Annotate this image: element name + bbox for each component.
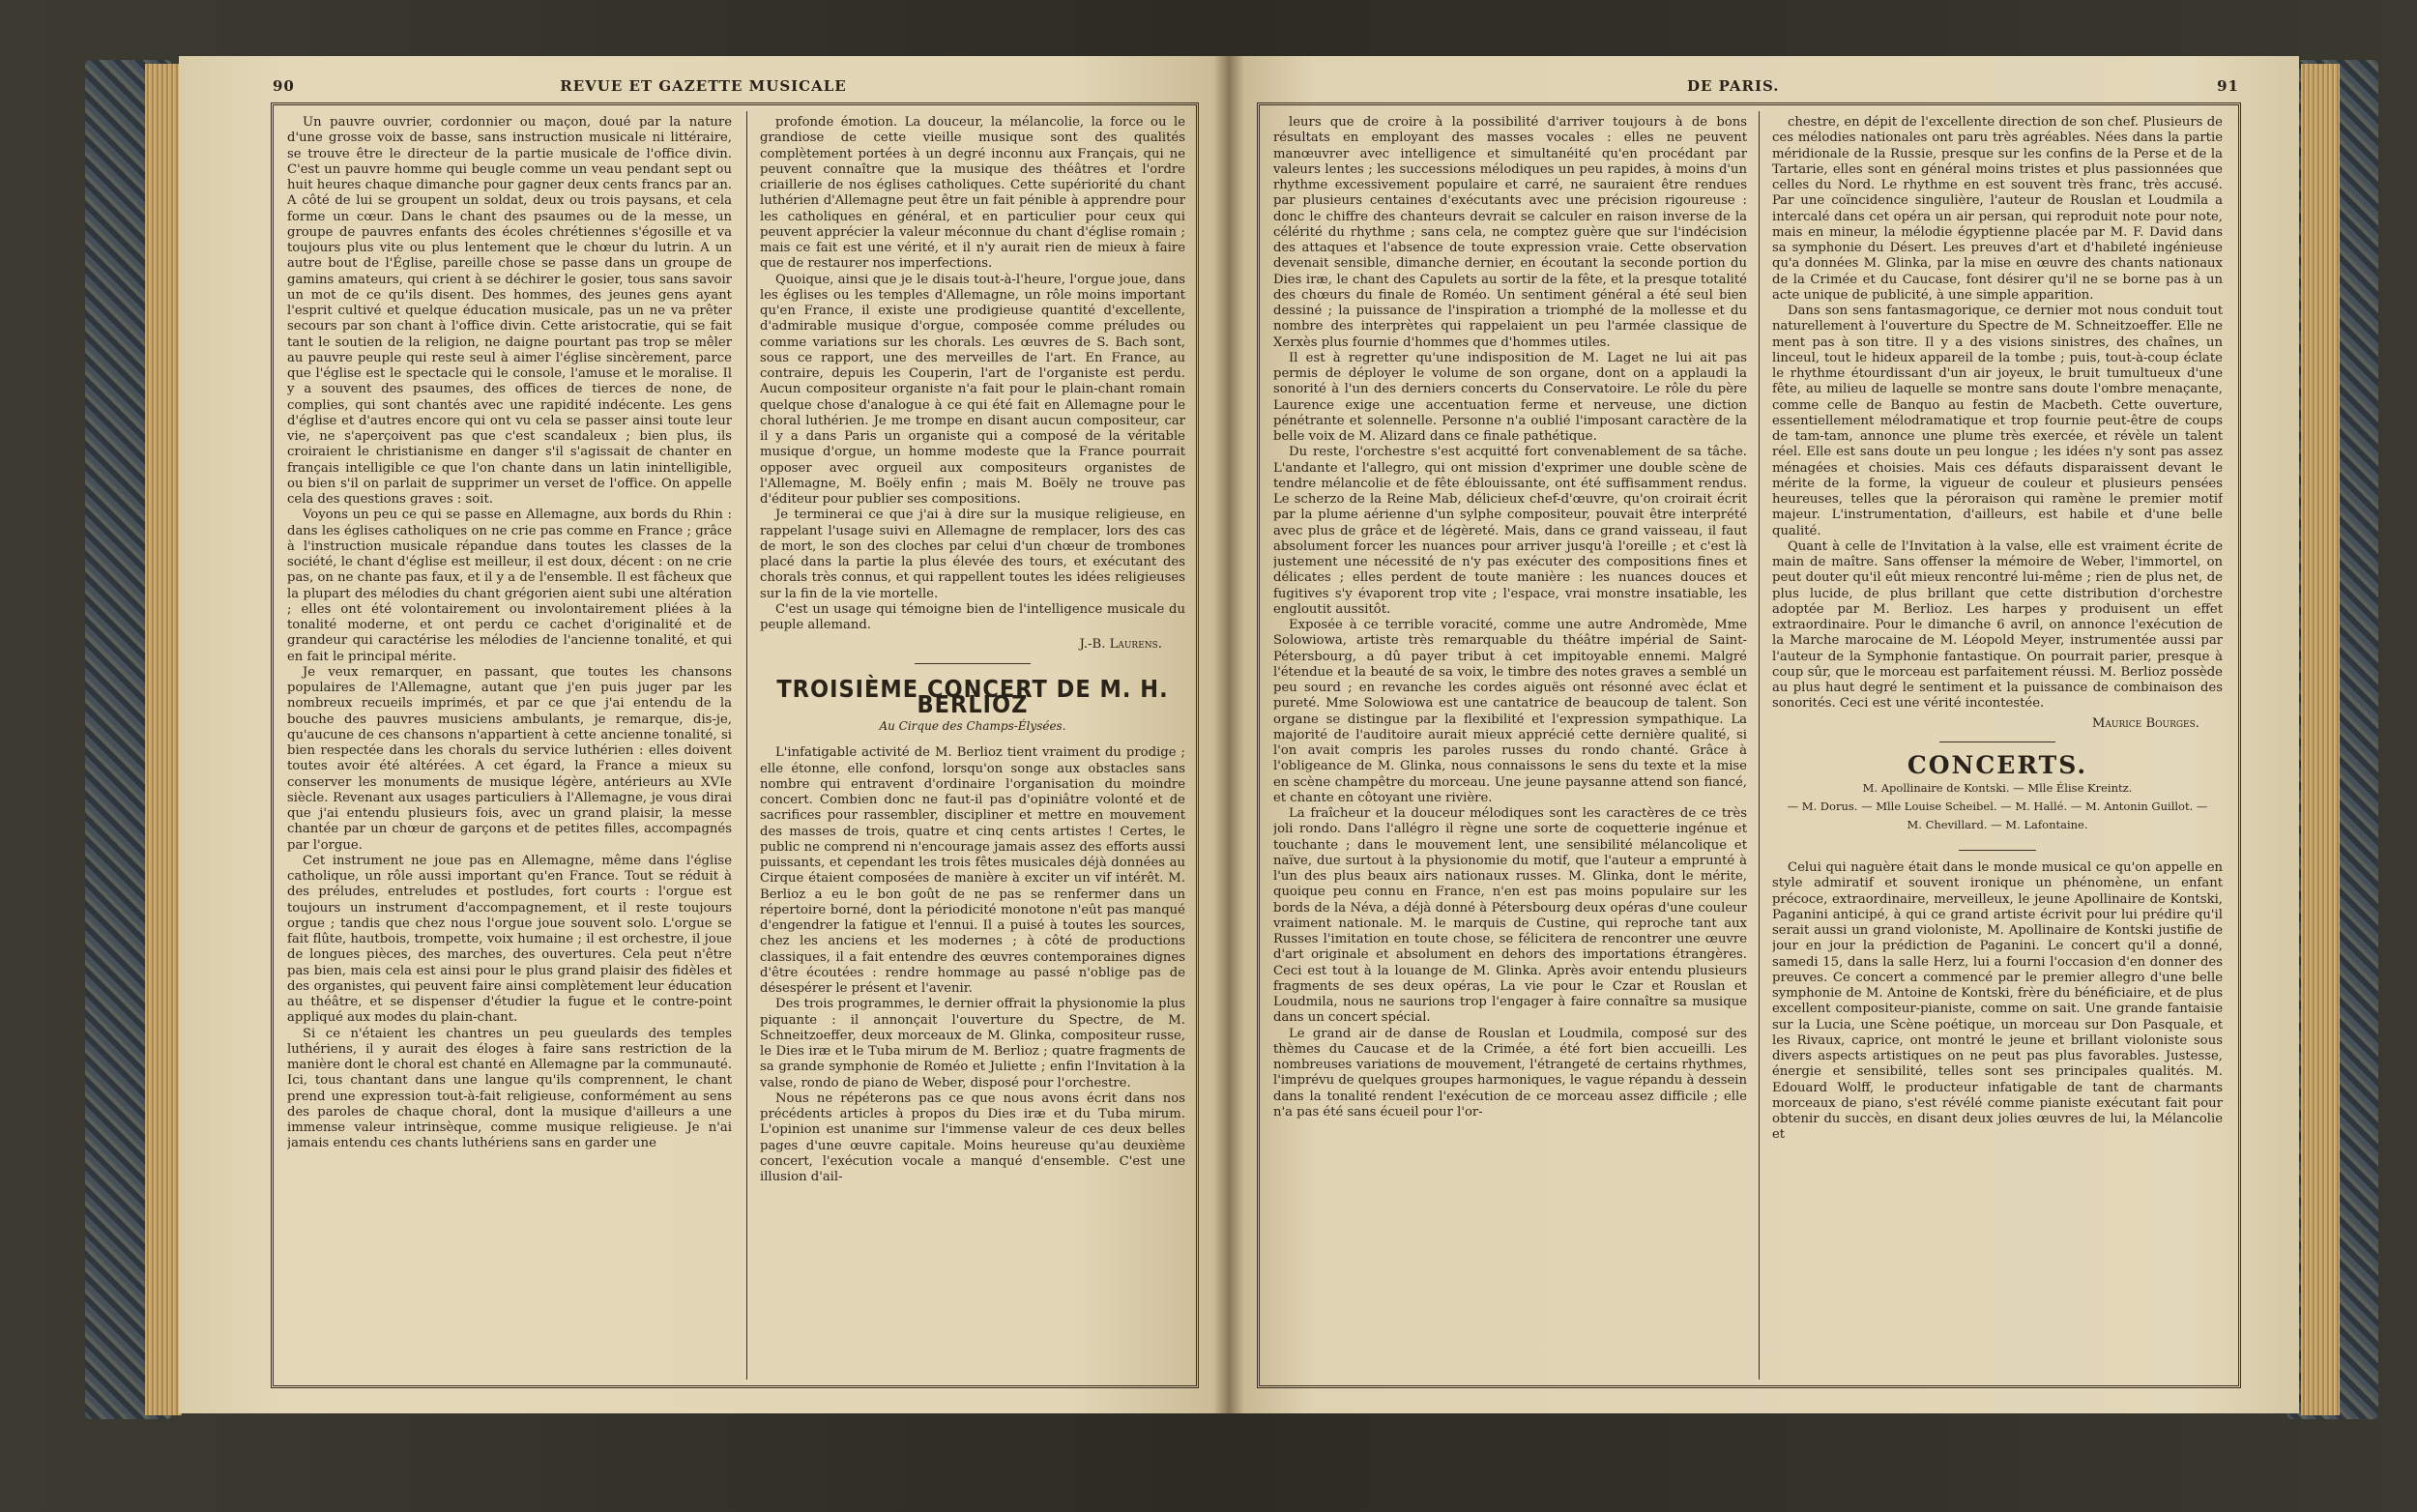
concerts-summary xyxy=(1772,779,2223,834)
concerts-summary-line: M. Apollinaire de Kontski. — Mlle Élise Kreintz. xyxy=(1862,781,2133,795)
paragraph: Des trois programmes, le dernier offrait la physionomie la plus piquante : il annonçait l'ouverture du Spectre, de M. Schneitzoeffer, deux morceaux de M. Glinka, compositeur russe, le Dies iræ et le Tuba mirum de M. Berlioz ; quatre fragments de sa grande symphonie de Roméo et Juliette ; enfin l'Invitation à la valse, rondo de piano de Weber, disposé pour l'orchestre. xyxy=(760,997,1185,1090)
article-subtitle: Au Cirque des Champs-Élysées. xyxy=(879,719,1066,733)
divider xyxy=(1959,850,2036,851)
running-header-left: REVUE ET GAZETTE MUSICALE xyxy=(560,77,847,95)
paragraph: Du reste, l'orchestre s'est acquitté fort convenablement de sa tâche. L'andante et l'allegro, qui ont mission d'exprimer une double scène de tendre mélancolie et de fête éblouissante, ont été suffisamment rendus. Le scherzo de la Reine Mab, délicieux chef-d'œuvre, qu'on croirait écrit par la plume aérienne d'un sylphe compositeur, pouvait être interprété avec plus de grâce et de légèreté. Mais, dans ce grand vaisseau, il faut absolument forcer les nuances pour arriver jusqu'à l'oreille ; et c'est là justement une nécessité de n'y pas exécuter des compositions fines et délicates ; elles perdent de toute manière : les nuances douces et fugitives s'y évaporent trop vite ; l'espace, vrai monstre insatiable, les engloutit aussitôt. xyxy=(1273,445,1747,617)
column-separator xyxy=(746,111,747,1380)
section-title-concerts: CONCERTS. xyxy=(1907,750,2088,779)
paragraph: Voyons un peu ce qui se passe en Allemagne, aux bords du Rhin : dans les églises catholiques on ne crie pas comme en France ; grâce à l'instruction musicale répandue dans toutes les classes de la société, le chant d'église est meilleur, il est doux, décent : on ne crie pas, on ne chante pas faux, et il y a de l'ensemble. Il est fâcheux que la plupart des mélodies du chant grégorien aient subi une altération ; elles ont été volontairement ou involontairement pliées à la tonalité moderne, et ont perdu ce cachet d'originalité et de grandeur qui caractérise les mélodies de l'ancienne tonalité, et qui en fait le principal mérite. xyxy=(287,508,732,664)
concerts-summary-line: M. Chevillard. — M. Lafontaine. xyxy=(1907,818,2088,831)
paragraph: Le grand air de danse de Rouslan et Loudmila, composé sur des thèmes du Caucase et de la Crimée, a été fort bien accueilli. Les nombreuses variations de mouvement, l'étrangeté de certains rhythmes, l'imprévu de quelques groupes harmoniques, le vague répandu à dessein dans la tonalité rendent l'exécution de ce morceau assez difficile ; elle n'a pas été sans écueil pour l'or- xyxy=(1273,1026,1747,1119)
paragraph: C'est un usage qui témoigne bien de l'intelligence musicale du peuple allemand. xyxy=(760,601,1185,632)
left-column-2 xyxy=(760,115,1185,1376)
paragraph: Il est à regretter qu'une indisposition de M. Laget ne lui ait pas permis de déployer le volume de son organe, dont on a applaudi la sonorité à l'un des derniers concerts du Conservatoire. Le rôle du père Laurence exige une accentuation ferme et nerveuse, une diction pénétrante et solennelle. Personne n'a oublié l'imposant caractère de la belle voix de M. Alizard dans ce finale pathétique. xyxy=(1273,350,1747,444)
paragraph: Je terminerai ce que j'ai à dire sur la musique religieuse, en rappelant l'usage suivi en Allemagne de remplacer, lors des cas de mort, le son des cloches par celui d'un chœur de trombones placé dans la partie la plus élevée des tours, et exécutant des chorals très connus, et qui rappellent toutes les idées religieuses sur la fin de la vie mortelle. xyxy=(760,508,1185,601)
paragraph: Dans son sens fantasmagorique, ce dernier mot nous conduit tout naturellement à l'ouverture du Spectre de M. Schneitzoeffer. Elle ne ment pas à son titre. Il y a des visions sinistres, des chaînes, un linceul, tout le hideux appareil de la tombe ; puis, tout-à-coup éclate le rhythme étourdissant d'un air joyeux, le bruit tumultueux d'une fête, au milieu de laquelle se montre sans doute l'ombre menaçante, comme celle de Banquo au festin de Macbeth. Cette ouverture, essentiellement mélodramatique et trop fournie peut-être de coups de tam-tam, annonce une plume très exercée, et révèle un talent réel. Elle est sans doute un peu longue ; les idées n'y sont pas assez ménagées et choisies. Mais ces défauts disparaissent devant le mérite de la forme, la vigueur de couleur et plusieurs pensées heureuses, telles que la péroraison qui ramène le premier motif majeur. L'instrumentation, d'ailleurs, est habile et d'une belle qualité. xyxy=(1772,304,2223,538)
paragraph: leurs que de croire à la possibilité d'arriver toujours à de bons résultats en employant des masses vocales : elles ne peuvent manœuvrer avec intelligence et simultanéité qu'en procédant par valeurs lentes ; les successions mélodiques un peu rapides, à moins d'un rhythme excessivement populaire et carré, ne sauraient être rendues par plusieurs centaines d'exécutants avec une précision rigoureuse : donc le chiffre des chanteurs devrait se calculer en raison inverse de la célérité du rhythme ; sans cela, ne comptez guère que sur l'indécision des attaques et l'absence de toute expression vraie. Cette observation devenait sensible, dimanche dernier, en écoutant la seconde portion du Dies iræ, le chant des Capulets au sortir de la fête, et la presque totalité des chœurs du finale de Roméo. Un sentiment général a été seul bien dessiné ; la puissance de l'inspiration a triomphé de la mollesse et du nombre des interprètes qui rappelaient un peu l'armée classique de Xerxès plus fournie d'hommes que d'hommes utiles. xyxy=(1273,115,1747,350)
paragraph: Un pauvre ouvrier, cordonnier ou maçon, doué par la nature d'une grosse voix de basse, sans instruction musicale ni littéraire, se trouve être le directeur de la partie musicale de l'office divin. C'est un pauvre homme qui beugle comme un veau pendant sept ou huit heures chaque dimanche pour gagner deux cents francs par an. A côté de lui se groupent un soldat, deux ou trois paysans, et cela forme un cœur. Dans le chant des psaumes ou de la messe, un groupe de pauvres enfants des écoles chrétiennes s'égosille et va toujours plus vite ou plus lentement que le chœur du lutrin. A un autre bout de l'Église, pareille chose se passe dans un groupe de gamins amateurs, qui crient à se déchirer le gosier, tous sans savoir un mot de ce qu'ils disent. Des hommes, des jeunes gens ayant l'esprit cultivé et quelque éducation musicale, pas un ne va prêter secours par son chant à l'office divin. Cette aristocratie, qui se fait tant le soutien de la religion, ne daigne pourtant pas trop se mêler au pauvre peuple qui reste seul à aimer l'église sincèrement, parce que l'église est le spectacle qui le console, l'amuse et le moralise. Il y a souvent des psaumes, des offices de tierces de none, de complies, qui sont chantés avec une rapidité indécente. Les gens d'église et d'autres encore qui ont vu cela se passer ainsi toute leur vie, ne s'aperçoivent pas que c'est scandaleux ; bien plus, ils croiraient le christianisme en danger s'il s'agissait de chanter en français intelligible ce que l'on chante dans un latin inintelligible, ou bien s'il on parlait de supprimer un verset de l'office. On appelle cela des questions graves : soit. xyxy=(287,115,732,507)
book-gutter xyxy=(1213,56,1244,1413)
concerts-summary-line: — M. Dorus. — Mlle Louise Scheibel. — M. Hallé. — M. Antonin Guillot. — xyxy=(1787,800,2208,813)
text-frame-right xyxy=(1257,102,2241,1388)
paragraph: La fraîcheur et la douceur mélodiques sont les caractères de ce très joli rondo. Dans l'allégro il règne une sorte de coquetterie ingénue et touchante ; dans le mouvement lent, une sensibilité mélancolique et naïve, due surtout à la physionomie du motif, que l'auteur a emprunté à l'un des plus beaux airs nationaux russes. M. Glinka, dont le mérite, quoique peu connu en France, n'en est pas moins populaire sur les bords de la Néva, a déjà donné à Pétersbourg deux opéras d'une couleur vraiment nationale. M. le marquis de Custine, qui reproche tant aux Russes l'imitation en toute chose, se félicitera de rencontrer une œuvre d'art originale et absolument en dehors des importations étrangères. Ceci est tout à la louange de M. Glinka. Après avoir entendu plusieurs fragments de ses deux opéras, La vie pour le Czar et Rouslan et Loudmila, nous ne saurions trop l'engager à faire connaître sa musique dans un concert spécial. xyxy=(1273,806,1747,1026)
divider xyxy=(1939,741,2055,742)
divider xyxy=(915,663,1031,664)
left-column-1 xyxy=(287,115,732,1376)
left-page xyxy=(179,56,1228,1413)
paragraph: chestre, en dépit de l'excellente direction de son chef. Plusieurs de ces mélodies nationales ont paru très agréables. Nées dans la partie méridionale de la Russie, presque sur les confins de la Perse et de la Tartarie, elles sont en général moins tristes et plus passionnées que celles du Nord. Le rhythme en est souvent très franc, très accusé. Par une coïncidence singulière, l'auteur de Rouslan et Loudmila a intercalé dans cet opéra un air persan, qui reproduit note pour note, mais en mineur, la mélodie égyptienne placée par M. F. David dans sa symphonie du Désert. Les preuves d'art et d'habileté ingénieuse qu'a données M. Glinka, par la mise en œuvre des chants nationaux de la Crimée et du Caucase, font désirer qu'il ne se borne pas à un acte unique de publicité, à une simple apparition. xyxy=(1772,115,2223,303)
paragraph: L'infatigable activité de M. Berlioz tient vraiment du prodige ; elle étonne, elle confond, lorsqu'on songe aux obstacles sans nombre qui entravent d'ordinaire l'organisation du moindre concert. Combien donc ne faut-il pas d'opiniâtre volonté et de sacrifices pour rassembler, discipliner et mettre en mouvement des masses de trois, quatre et cinq cents artistes ! Certes, le public ne comprend ni n'encourage jamais assez des efforts aussi puissants, et cependant les trois fêtes musicales déjà données au Cirque étaient composées de manière à exciter un vif intérêt. M. Berlioz a eu le bon goût de ne pas se renfermer dans un répertoire borné, dont la périodicité monotone n'eût pas manqué d'engendrer la fatigue et l'ennui. Il a puisé à toutes les sources, chez les anciens et les modernes ; à côté de productions classiques, il a fait entendre des œuvres contemporaines dignes d'être écoutées : rendre hommage au passé n'oblige pas de désespérer le présent et l'avenir. xyxy=(760,745,1185,996)
article-title: TROISIÈME CONCERT DE M. H. BERLIOZ xyxy=(776,674,1169,718)
paragraph: Nous ne répéterons pas ce que nous avons écrit dans nos précédents articles à propos du Dies iræ et du Tuba mirum. L'opinion est unanime sur l'immense valeur de ces deux belles pages d'une œuvre capitale. Moins heureuse qu'au deuxième concert, l'exécution vocale a manqué d'ensemble. C'est une illusion d'ail- xyxy=(760,1090,1185,1184)
page-edges-left xyxy=(145,64,182,1415)
signature: J.-B. Laurens. xyxy=(1079,637,1162,653)
paragraph: Exposée à ce terrible voracité, comme une autre Andromède, Mme Solowiowa, artiste très remarquable du théâtre impérial de Saint-Pétersbourg, a dû payer tribut à cet impitoyable ennemi. Malgré l'étendue et la beauté de sa voix, le timbre des notes graves a semblé un peu sourd ; en revanche les cordes aiguës ont résonné avec éclat et pureté. Mme Solowiowa est une cantatrice de beaucoup de talent. Son organe se distingue par la flexibilité et l'expression sympathique. La majorité de l'auditoire aurait mieux apprécié cette dernière qualité, si l'on avait compris les paroles russes du rondo chanté. Grâce à l'obligeance de M. Glinka, nous connaissons le sens du texte et la mise en scène champêtre du morceau. Une jeune paysanne attend son fiancé, et chante en côtoyant une rivière. xyxy=(1273,618,1747,805)
paragraph: Cet instrument ne joue pas en Allemagne, même dans l'église catholique, un rôle aussi important qu'en France. Tout se réduit à des préludes, entreludes et postludes, fort courts : l'orgue est toujours un instrument d'accompagnement, et il reste toujours orgue ; tandis que chez nous l'orgue joue souvent solo. L'orgue se fait flûte, hautbois, trompette, voix humaine ; il est orchestre, il joue de longues pièces, des marches, des ouvertures. Cela peut n'être pas bien, mais cela est ainsi pour le plus grand plaisir des fidèles et des organistes, qui peuvent faire ainsi complètement leur éducation au théâtre, et se dispenser d'étudier la fugue et le contre-point appliqué aux modes du plain-chant. xyxy=(287,853,732,1026)
text-frame-left xyxy=(271,102,1199,1388)
paragraph: Je veux remarquer, en passant, que toutes les chansons populaires de l'Allemagne, autant que j'en puis juger par les nombreux recueils imprimés, et par ce que j'ai entendu de la bouche des pauvres musiciens ambulants, je remarque, dis-je, qu'aucune de ces chansons n'appartient à cette ancienne tonalité, si bien respectée dans les chorals du service luthérien : elles doivent toutes avoir été altérées. A cet égard, la France a mieux su conserver les monuments de musique légère, antérieurs au XVIe siècle. Revenant aux usages particuliers à l'Allemagne, je vous dirai que j'ai entendu plusieurs fois, avec un grand plaisir, la messe chantée par un chœur de garçons et de petites filles, accompagnés par l'orgue. xyxy=(287,664,732,853)
page-number-left: 90 xyxy=(273,77,295,95)
page-number-right: 91 xyxy=(2217,77,2239,95)
column-separator xyxy=(1759,111,1760,1380)
paragraph: Quant à celle de l'Invitation à la valse, elle est vraiment écrite de main de maître. Sans offenser la mémoire de Weber, l'immortel, on peut douter qu'il eût mieux rencontré lui-même ; rien de plus net, de plus lucide, de plus brillant que cette distribution d'orchestre adoptée par M. Berlioz. Les harpes y produisent un effet extraordinaire. Pour le dimanche 6 avril, on annonce l'exécution de la Marche marocaine de M. Léopold Meyer, instrumentée aussi par l'auteur de la Symphonie fantastique. On pourrait parier, presque à coup sûr, que le morceau est parfaitement réussi. M. Berlioz possède au plus haut degré le sentiment et la puissance de combinaison des sonorités. Ceci est une vérité incontestée. xyxy=(1772,538,2223,712)
paragraph: Quoique, ainsi que je le disais tout-à-l'heure, l'orgue joue, dans les églises ou les temples d'Allemagne, un rôle moins important qu'en France, il existe une prodigieuse quantité d'excellente, d'admirable musique d'orgue, composée comme préludes ou comme variations sur les chorals. Les œuvres de S. Bach sont, sous ce rapport, une des merveilles de l'art. En France, au contraire, depuis les Couperin, l'art de l'organiste est perdu. Aucun compositeur organiste n'a fait pour le plain-chant romain quelque chose d'analogue à ce qui été fait en Allemagne pour le choral luthérien. Je me trompe en disant aucun compositeur, car il y a dans Paris un organiste qui a composé de la véritable musique d'orgue, un homme modeste que la France pourrait opposer avec orgueil aux compositeurs organistes de l'Allemagne, M. Boëly enfin ; mais M. Boëly ne trouve pas d'éditeur pour publier ses compositions. xyxy=(760,272,1185,507)
signature: Maurice Bourges. xyxy=(2091,715,2199,731)
paragraph: Si ce n'étaient les chantres un peu gueulards des temples luthériens, il y aurait des éloges à faire sans restriction de la manière dont le choral est chanté en Allemagne par la communauté. Ici, tous chantant dans une langue qu'ils comprennent, le chant prend une expression tout-à-fait religieuse, conformément au sens des paroles de chaque choral, dont la musique d'ailleurs a une immense valeur intrinsèque, comme musique religieuse. Je n'ai jamais entendu ces chants luthériens sans en garder une xyxy=(287,1026,732,1151)
paragraph: Celui qui naguère était dans le monde musical ce qu'on appelle en style admiratif et souvent ironique un phénomène, un enfant précoce, extraordinaire, merveilleux, le jeune Apollinaire de Kontski, Paganini anticipé, à qui ce grand artiste écrivit pour lui prédire qu'il serait aussi un grand violoniste, M. Apollinaire de Kontski justifie de jour en jour la prédiction de Paganini. Le concert qu'il a donné, samedi 15, dans la salle Herz, lui a fourni l'occasion d'en donner des preuves. Ce concert a commencé par le premier allegro d'une belle symphonie de M. Antoine de Kontski, frère du bénéficiaire, et de plus excellent compositeur-pianiste, comme on sait. Une grande fantaisie sur la Lucia, une Scène poétique, un morceau sur Don Pasquale, et les Rivaux, caprice, ont montré le jeune et brillant violoniste sous divers aspects artistiques on ne peut pas plus favorables. Justesse, énergie et sensibilité, telles sont ses principales qualités. M. Edouard Wolff, le producteur infatigable de tant de charmants morceaux de piano, s'est révélé comme pianiste exécutant fait pour obtenir du succès, en disant deux jolies œuvres de lui, la Mélancolie et xyxy=(1772,860,2223,1143)
running-header-right: DE PARIS. xyxy=(1687,77,1780,95)
paragraph: profonde émotion. La douceur, la mélancolie, la force ou le grandiose de cette vieille musique sont des qualités complètement portées à un degré inconnu aux Français, qui ne peuvent connaître que la musique des théâtres et l'ordre criaillerie de nos églises catholiques. Cette supériorité du chant luthérien d'Allemagne peut être un fait pénible à apprendre pour les catholiques en général, et en particulier pour ceux qui peuvent apprécier la valeur méconnue du chant d'église romain ; mais ce fait est une vérité, et il n'y aurait rien de mieux à faire que de restaurer nos imperfections. xyxy=(760,115,1185,272)
right-page xyxy=(1228,56,2299,1413)
right-column-1 xyxy=(1273,115,1747,1376)
page-edges-right xyxy=(2301,64,2340,1415)
right-column-2 xyxy=(1772,115,2223,1376)
